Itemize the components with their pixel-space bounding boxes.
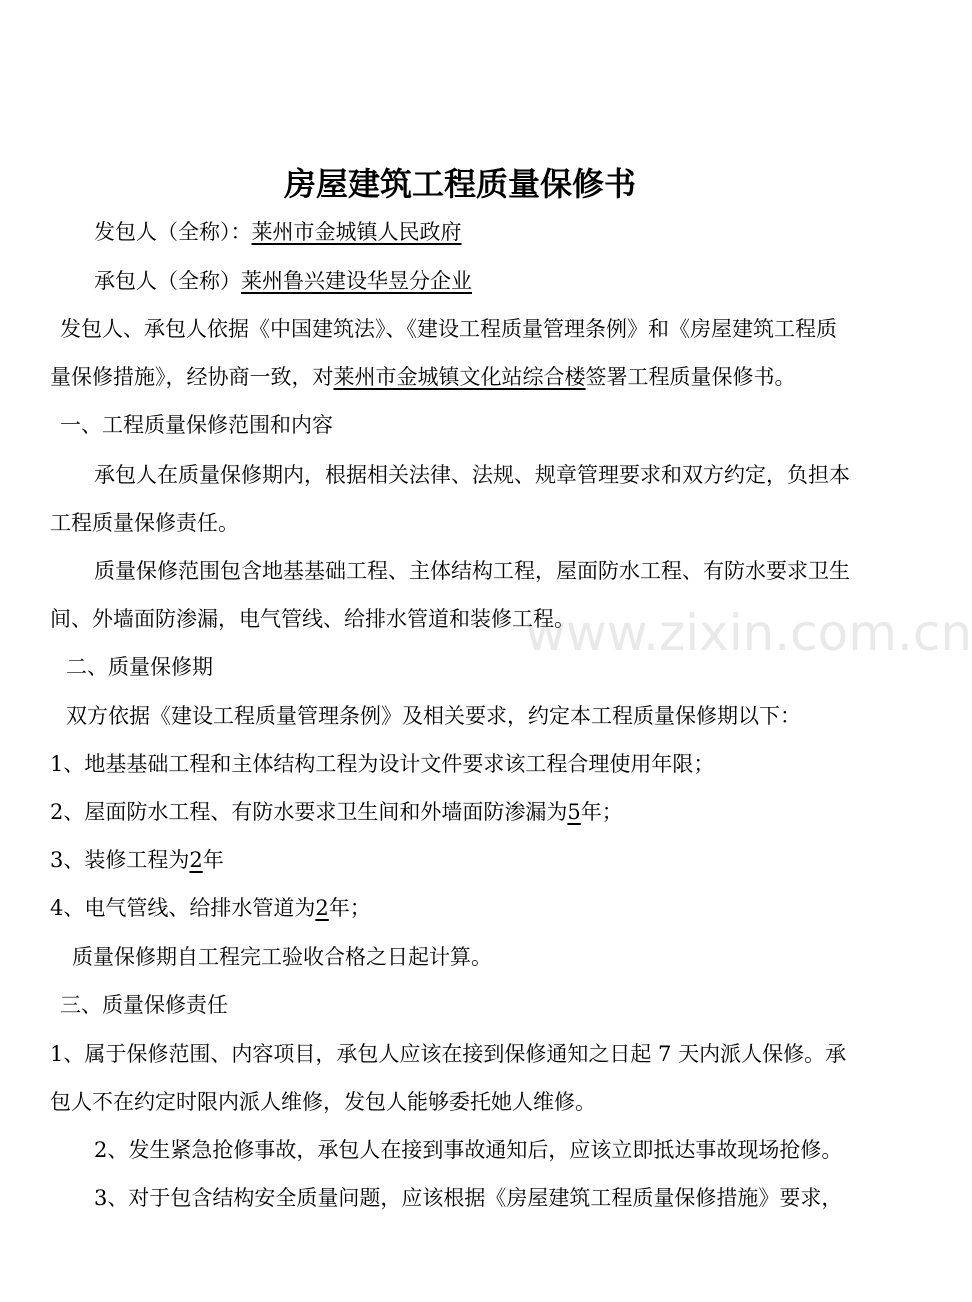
warranty-item-4 [50, 893, 371, 923]
warranty-item-2 [50, 797, 623, 827]
employer-line [94, 217, 462, 247]
document-title: 房屋建筑工程质量保修书 [283, 165, 636, 203]
section-1-para-1-line-2: 工程质量保修责任。 [50, 511, 239, 535]
section-1-para-2-line-1: 质量保修范围包含地基基础工程、主体结构工程，屋面防水工程、有防水要求卫生 [94, 559, 850, 583]
responsibility-item-3: 3、对于包含结构安全质量问题，应该根据《房屋建筑工程质量保修措施》要求， [94, 1186, 843, 1210]
section-1-heading: 一、工程质量保修范围和内容 [60, 413, 333, 437]
warranty-item-2-text: 2、屋面防水工程、有防水要求卫生间和外墙面防渗漏为 [50, 800, 568, 824]
section-3-heading: 三、质量保修责任 [60, 993, 228, 1017]
warranty-item-2-unit: 年； [580, 800, 623, 824]
intro-line-2-post: 签署工程质量保修书。 [585, 365, 796, 389]
section-1-para-1-line-1: 承包人在质量保修期内，根据相关法律、法规、规章管理要求和双方约定，负担本 [94, 463, 850, 487]
section-1-para-2-line-2: 间、外墙面防渗漏，电气管线、给排水管道和装修工程。 [50, 607, 575, 631]
contractor-label: 承包人（全称） [94, 269, 241, 293]
warranty-item-3 [50, 845, 224, 875]
contractor-name: 莱州鲁兴建设华昱分企业 [241, 269, 472, 293]
employer-label: 发包人（全称）： [94, 220, 252, 244]
intro-line-2 [50, 362, 796, 392]
responsibility-item-1-line-1: 1、属于保修范围、内容项目，承包人应该在接到保修通知之日起 7 天内派人保修。承 [50, 1042, 847, 1066]
section-2-intro: 双方依据《建设工程质量管理条例》及相关要求，约定本工程质量保修期以下： [66, 704, 801, 728]
warranty-item-2-years: 5 [567, 800, 581, 824]
warranty-item-4-text: 4、电气管线、给排水管道为 [50, 896, 316, 920]
warranty-item-4-years: 2 [315, 896, 329, 920]
watermark: www.zixin.com.cn [525, 604, 972, 662]
project-name: 莱州市金城镇文化站综合楼 [333, 365, 586, 389]
contractor-line [94, 266, 472, 296]
intro-line-1: 发包人、承包人依据《中国建筑法》、《建设工程质量管理条例》和《房屋建筑工程质 [60, 317, 837, 341]
section-2-heading: 二、质量保修期 [66, 655, 213, 679]
warranty-item-3-text: 3、装修工程为 [50, 848, 190, 872]
warranty-item-3-unit: 年 [202, 848, 224, 872]
employer-name: 莱州市金城镇人民政府 [251, 220, 462, 244]
warranty-item-3-years: 2 [189, 848, 203, 872]
responsibility-item-1-line-2: 包人不在约定时限内派人维修，发包人能够委托她人维修。 [50, 1090, 596, 1114]
responsibility-item-2: 2、发生紧急抢修事故，承包人在接到事故通知后，应该立即抵达事故现场抢修。 [94, 1138, 843, 1162]
warranty-start-note: 质量保修期自工程完工验收合格之日起计算。 [72, 945, 492, 969]
intro-line-2-pre: 量保修措施》，经协商一致，对 [50, 365, 334, 389]
warranty-item-1: 1、地基基础工程和主体结构工程为设计文件要求该工程合理使用年限； [50, 752, 715, 776]
warranty-item-4-unit: 年； [328, 896, 371, 920]
